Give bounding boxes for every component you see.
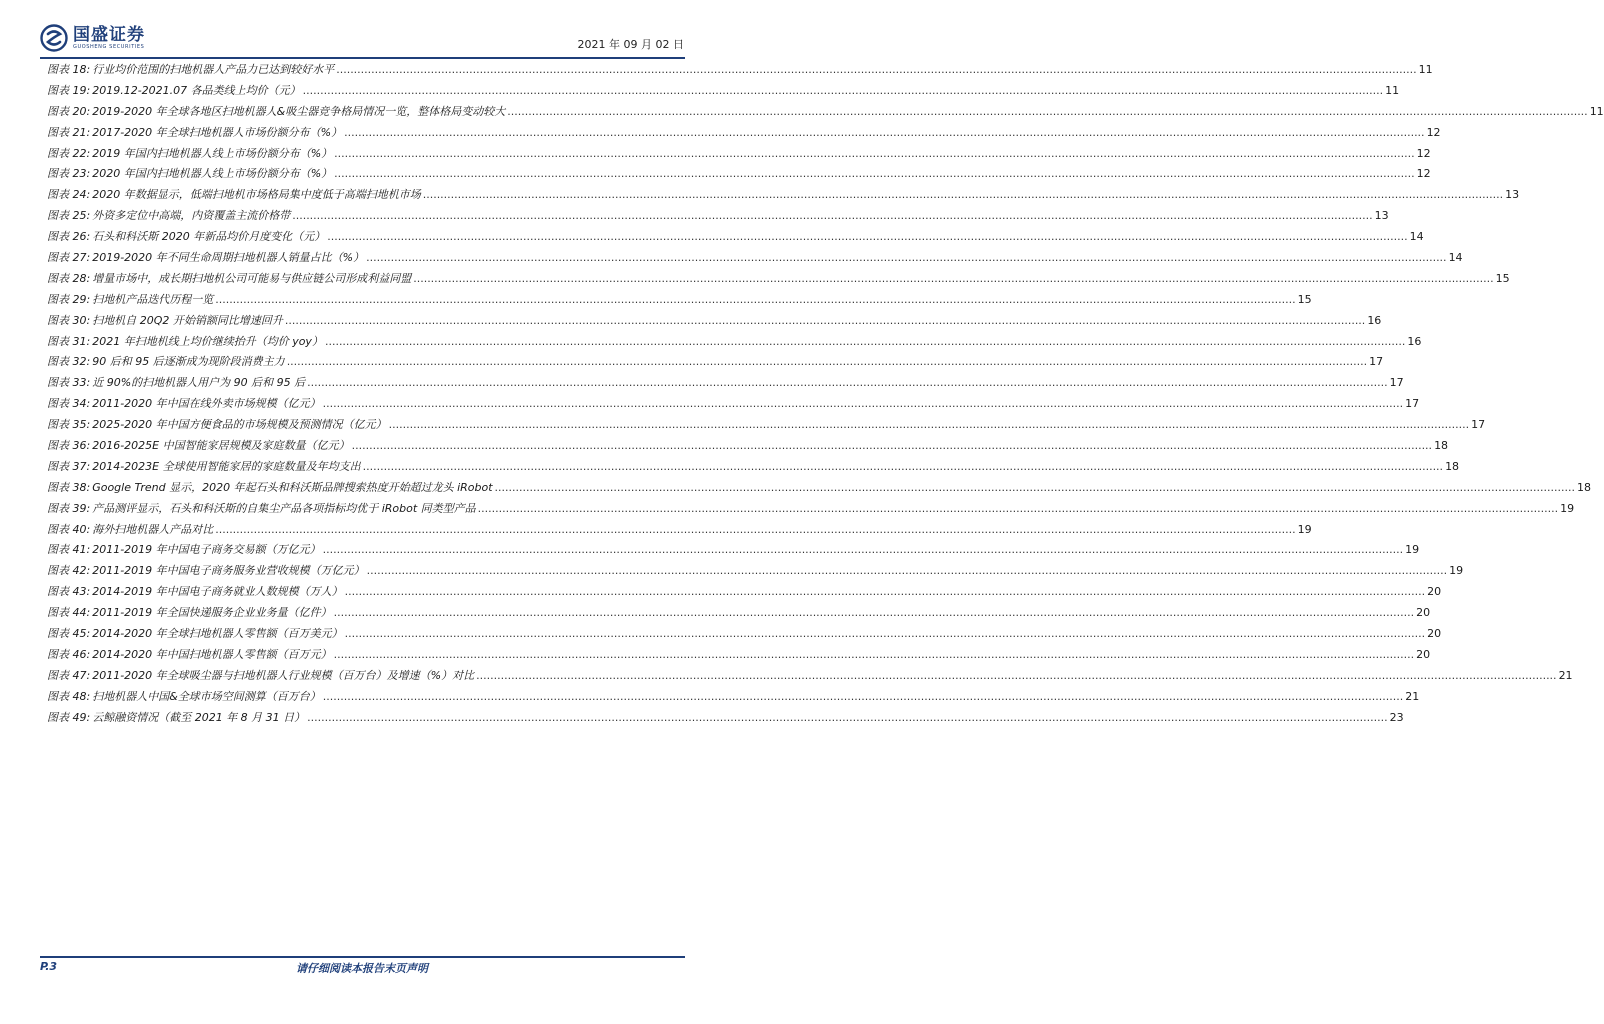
toc-entry-number: 图表 27: [47, 251, 91, 265]
header-divider [40, 57, 685, 59]
toc-entry-title: 2011-2019 年中国电子商务交易额（万亿元） [92, 543, 321, 557]
toc-entry-number: 图表 19: [47, 83, 91, 97]
toc-entry[interactable] [47, 207, 1389, 228]
toc-entry-number: 图表 41: [47, 543, 91, 557]
toc-entry-number: 图表 38: [47, 480, 91, 494]
toc-entry[interactable] [47, 395, 1420, 416]
toc-dot-leader [476, 669, 1556, 682]
toc-entry[interactable] [47, 124, 1441, 145]
toc-entry[interactable] [47, 145, 1431, 166]
toc-entry-title: 2020 年国内扫地机器人线上市场份额分布（%） [92, 167, 333, 181]
toc-entry-number: 图表 31: [47, 334, 91, 348]
toc-entry-title: 扫地机产品迭代历程一览 [92, 292, 214, 306]
page-number: P.3 [40, 960, 58, 973]
toc-entry-page: 21 [1558, 668, 1573, 682]
toc-entry[interactable] [47, 604, 1431, 625]
toc-entry[interactable] [47, 625, 1442, 646]
toc-entry-number: 图表 43: [47, 585, 91, 599]
toc-dot-leader [389, 418, 1469, 431]
toc-entry[interactable] [47, 458, 1460, 479]
toc-entry-title: 2011-2019 年全国快递服务企业业务量（亿件） [92, 606, 332, 620]
toc-entry-number: 图表 30: [47, 313, 91, 327]
toc-entry-number: 图表 18: [47, 63, 91, 76]
toc-entry-page: 19 [1449, 564, 1464, 578]
toc-entry-page: 17 [1369, 355, 1384, 369]
toc-dot-leader [345, 585, 1425, 598]
toc-entry-number: 图表 42: [47, 564, 91, 578]
toc-entry[interactable] [47, 709, 1404, 730]
toc-entry-number: 图表 24: [47, 188, 91, 202]
figure-list [47, 61, 1604, 730]
toc-entry-number: 图表 33: [47, 376, 91, 390]
toc-entry-title: 2014-2020 年全球扫地机器人零售额（百万美元） [92, 627, 343, 641]
logo-text-cn: 国盛证券 [73, 24, 145, 45]
toc-dot-leader [352, 439, 1432, 452]
toc-entry-number: 图表 22: [47, 146, 91, 160]
toc-dot-leader [507, 105, 1587, 118]
toc-entry-number: 图表 45: [47, 627, 91, 641]
toc-entry-page: 19 [1560, 501, 1575, 515]
toc-entry-page: 19 [1405, 543, 1420, 557]
toc-dot-leader [423, 188, 1503, 201]
toc-entry-title: 近 90%的扫地机器人用户为 90 后和 95 后 [92, 376, 306, 390]
toc-entry[interactable] [47, 228, 1424, 249]
toc-entry-page: 14 [1409, 230, 1424, 244]
toc-entry-title: 2025-2020 年中国方便食品的市场规模及预测情况（亿元） [92, 418, 387, 432]
toc-entry-page: 11 [1589, 104, 1604, 118]
toc-entry-page: 21 [1405, 689, 1420, 703]
toc-entry-number: 图表 36: [47, 439, 91, 453]
toc-entry-page: 16 [1407, 334, 1422, 348]
toc-entry-number: 图表 47: [47, 668, 91, 682]
logo-emblem-icon [40, 24, 68, 52]
toc-entry-page: 18 [1445, 459, 1460, 473]
toc-entry[interactable] [47, 61, 1433, 82]
toc-dot-leader [323, 690, 1403, 703]
toc-entry-title: 2011-2019 年中国电子商务服务业营收规模（万亿元） [92, 564, 365, 578]
toc-dot-leader [334, 147, 1414, 160]
footer-divider [40, 956, 685, 958]
toc-entry-page: 20 [1427, 585, 1442, 599]
toc-entry-page: 11 [1385, 83, 1400, 97]
toc-entry-title: 2011-2020 年全球吸尘器与扫地机器人行业规模（百万台）及增速（%）对比 [92, 668, 475, 682]
toc-entry-number: 图表 35: [47, 418, 91, 432]
toc-dot-leader [334, 648, 1414, 661]
toc-entry[interactable] [47, 667, 1573, 688]
toc-entry[interactable] [47, 437, 1449, 458]
toc-entry-page: 12 [1426, 125, 1441, 139]
toc-entry[interactable] [47, 583, 1442, 604]
toc-entry[interactable] [47, 374, 1404, 395]
toc-entry-title: 2019-2020 年不同生命周期扫地机器人销量占比（%） [92, 251, 365, 265]
toc-entry-title: 海外扫地机器人产品对比 [92, 522, 214, 536]
toc-dot-leader [307, 376, 1387, 389]
toc-entry-number: 图表 26: [47, 230, 91, 244]
toc-entry-page: 18 [1577, 480, 1591, 494]
toc-entry-title: 2019 年国内扫地机器人线上市场份额分布（%） [92, 146, 333, 160]
toc-entry-number: 图表 49: [47, 710, 91, 724]
toc-entry-title: 2017-2020 年全球扫地机器人市场份额分布（%） [92, 125, 343, 139]
disclaimer-note: 请仔细阅读本报告末页声明 [296, 962, 428, 975]
toc-entry-title: 云鲸融资情况（截至 2021 年 8 月 31 日） [92, 710, 306, 724]
toc-entry-page: 17 [1405, 397, 1420, 411]
toc-entry-title: 外资多定位中高端，内资覆盖主流价格带 [92, 209, 291, 223]
toc-entry[interactable] [47, 353, 1384, 374]
toc-entry-number: 图表 28: [47, 271, 91, 285]
toc-entry[interactable] [47, 249, 1463, 270]
toc-entry[interactable] [47, 541, 1420, 562]
toc-entry-page: 16 [1367, 313, 1382, 327]
toc-entry-title: 2014-2020 年中国扫地机器人零售额（百万元） [92, 647, 332, 661]
toc-entry[interactable] [47, 103, 1604, 124]
toc-dot-leader [215, 293, 1295, 306]
toc-entry[interactable] [47, 291, 1312, 312]
toc-entry-number: 图表 40: [47, 522, 91, 536]
toc-entry-page: 23 [1389, 710, 1404, 724]
toc-entry-page: 17 [1389, 376, 1404, 390]
toc-entry-number: 图表 34: [47, 397, 91, 411]
toc-entry-title: 扫地机器人中国&全球市场空间测算（百万台） [92, 689, 321, 703]
toc-entry[interactable] [47, 646, 1431, 667]
toc-entry-page: 15 [1495, 271, 1510, 285]
report-date: 2021 年 09 月 02 日 [577, 38, 684, 51]
toc-entry-page: 13 [1374, 209, 1389, 223]
toc-dot-leader [478, 502, 1558, 515]
toc-dot-leader [287, 355, 1367, 368]
toc-dot-leader [325, 335, 1405, 348]
toc-entry[interactable] [47, 500, 1575, 521]
toc-dot-leader [367, 564, 1447, 577]
toc-entry[interactable] [47, 416, 1486, 437]
toc-dot-leader [285, 314, 1365, 327]
toc-entry-number: 图表 23: [47, 167, 91, 181]
toc-entry-number: 图表 32: [47, 355, 91, 369]
toc-entry-number: 图表 44: [47, 606, 91, 620]
toc-entry-title: 2021 年扫地机线上均价继续抬升（均价 yoy） [92, 334, 323, 348]
toc-entry-page: 20 [1416, 647, 1431, 661]
toc-entry-number: 图表 20: [47, 104, 91, 118]
toc-entry-page: 13 [1505, 188, 1520, 202]
toc-entry-number: 图表 29: [47, 292, 91, 306]
toc-dot-leader [344, 126, 1424, 139]
toc-dot-leader [215, 523, 1295, 536]
toc-entry-page: 11 [1418, 63, 1433, 76]
toc-entry[interactable] [47, 479, 1591, 500]
toc-entry-title: 增量市场中，成长期扫地机公司可能易与供应链公司形成利益同盟 [92, 271, 412, 285]
toc-entry-title: 2019-2020 年全球各地区扫地机器人&吸尘器竞争格局情况一览，整体格局变动较大 [92, 104, 506, 118]
company-logo [40, 22, 145, 54]
toc-entry-page: 18 [1434, 439, 1449, 453]
toc-entry-title: 2011-2020 年中国在线外卖市场规模（亿元） [92, 397, 321, 411]
toc-entry-title: 2014-2019 年中国电子商务就业人数规模（万人） [92, 585, 343, 599]
toc-dot-leader [323, 397, 1403, 410]
toc-entry-number: 图表 25: [47, 209, 91, 223]
toc-entry-title: 2016-2025E 中国智能家居规模及家庭数量（亿元） [92, 439, 350, 453]
toc-entry[interactable] [47, 270, 1510, 291]
toc-dot-leader [334, 606, 1414, 619]
toc-entry-number: 图表 48: [47, 689, 91, 703]
toc-dot-leader [292, 209, 1372, 222]
toc-entry-number: 图表 39: [47, 501, 91, 515]
toc-dot-leader [413, 272, 1493, 285]
toc-entry[interactable] [47, 562, 1464, 583]
toc-entry-page: 17 [1471, 418, 1486, 432]
toc-entry-page: 19 [1297, 522, 1312, 536]
toc-entry[interactable] [47, 312, 1382, 333]
toc-entry-page: 14 [1448, 251, 1463, 265]
toc-entry[interactable] [47, 186, 1520, 207]
toc-dot-leader [323, 543, 1403, 556]
toc-entry[interactable] [47, 688, 1420, 709]
toc-entry-title: 2019.12-2021.07 各品类线上均价（元） [92, 83, 301, 97]
toc-entry-page: 12 [1416, 167, 1431, 181]
toc-entry-title: Google Trend 显示，2020 年起石头和科沃斯品牌搜索热度开始超过龙头 iRobot [92, 480, 493, 494]
toc-entry-title: 行业均价范围的扫地机器人产品力已达到较好水平 [92, 63, 335, 76]
toc-entry-page: 20 [1427, 627, 1442, 641]
toc-entry[interactable] [47, 333, 1422, 354]
toc-dot-leader [327, 230, 1407, 243]
toc-dot-leader [345, 627, 1425, 640]
toc-entry-title: 2020 年数据显示，低端扫地机市场格局集中度低于高端扫地机市场 [92, 188, 421, 202]
toc-entry[interactable] [47, 165, 1431, 186]
toc-dot-leader [336, 63, 1416, 76]
toc-dot-leader [334, 167, 1414, 180]
toc-entry-number: 图表 46: [47, 647, 91, 661]
logo-text-en: GUOSHENG SECURITIES [73, 43, 145, 50]
toc-entry-title: 产品测评显示，石头和科沃斯的自集尘产品各项指标均优于 iRobot 同类型产品 [92, 501, 476, 515]
toc-entry[interactable] [47, 521, 1312, 542]
toc-dot-leader [363, 460, 1443, 473]
toc-entry-number: 图表 21: [47, 125, 91, 139]
toc-entry-number: 图表 37: [47, 459, 91, 473]
toc-entry-page: 20 [1416, 606, 1431, 620]
toc-entry-title: 石头和科沃斯 2020 年新品均价月度变化（元） [92, 230, 326, 244]
toc-dot-leader [303, 84, 1383, 97]
toc-entry-page: 12 [1416, 146, 1431, 160]
toc-entry-title: 扫地机自 20Q2 开始销额同比增速回升 [92, 313, 283, 327]
toc-entry-title: 2014-2023E 全球使用智能家居的家庭数量及年均支出 [92, 459, 361, 473]
toc-entry-title: 90 后和 95 后逐渐成为现阶段消费主力 [92, 355, 285, 369]
toc-entry[interactable] [47, 82, 1400, 103]
toc-entry-page: 15 [1297, 292, 1312, 306]
toc-dot-leader [366, 251, 1446, 264]
toc-dot-leader [495, 481, 1575, 494]
page-header [40, 20, 686, 56]
toc-dot-leader [307, 711, 1387, 724]
